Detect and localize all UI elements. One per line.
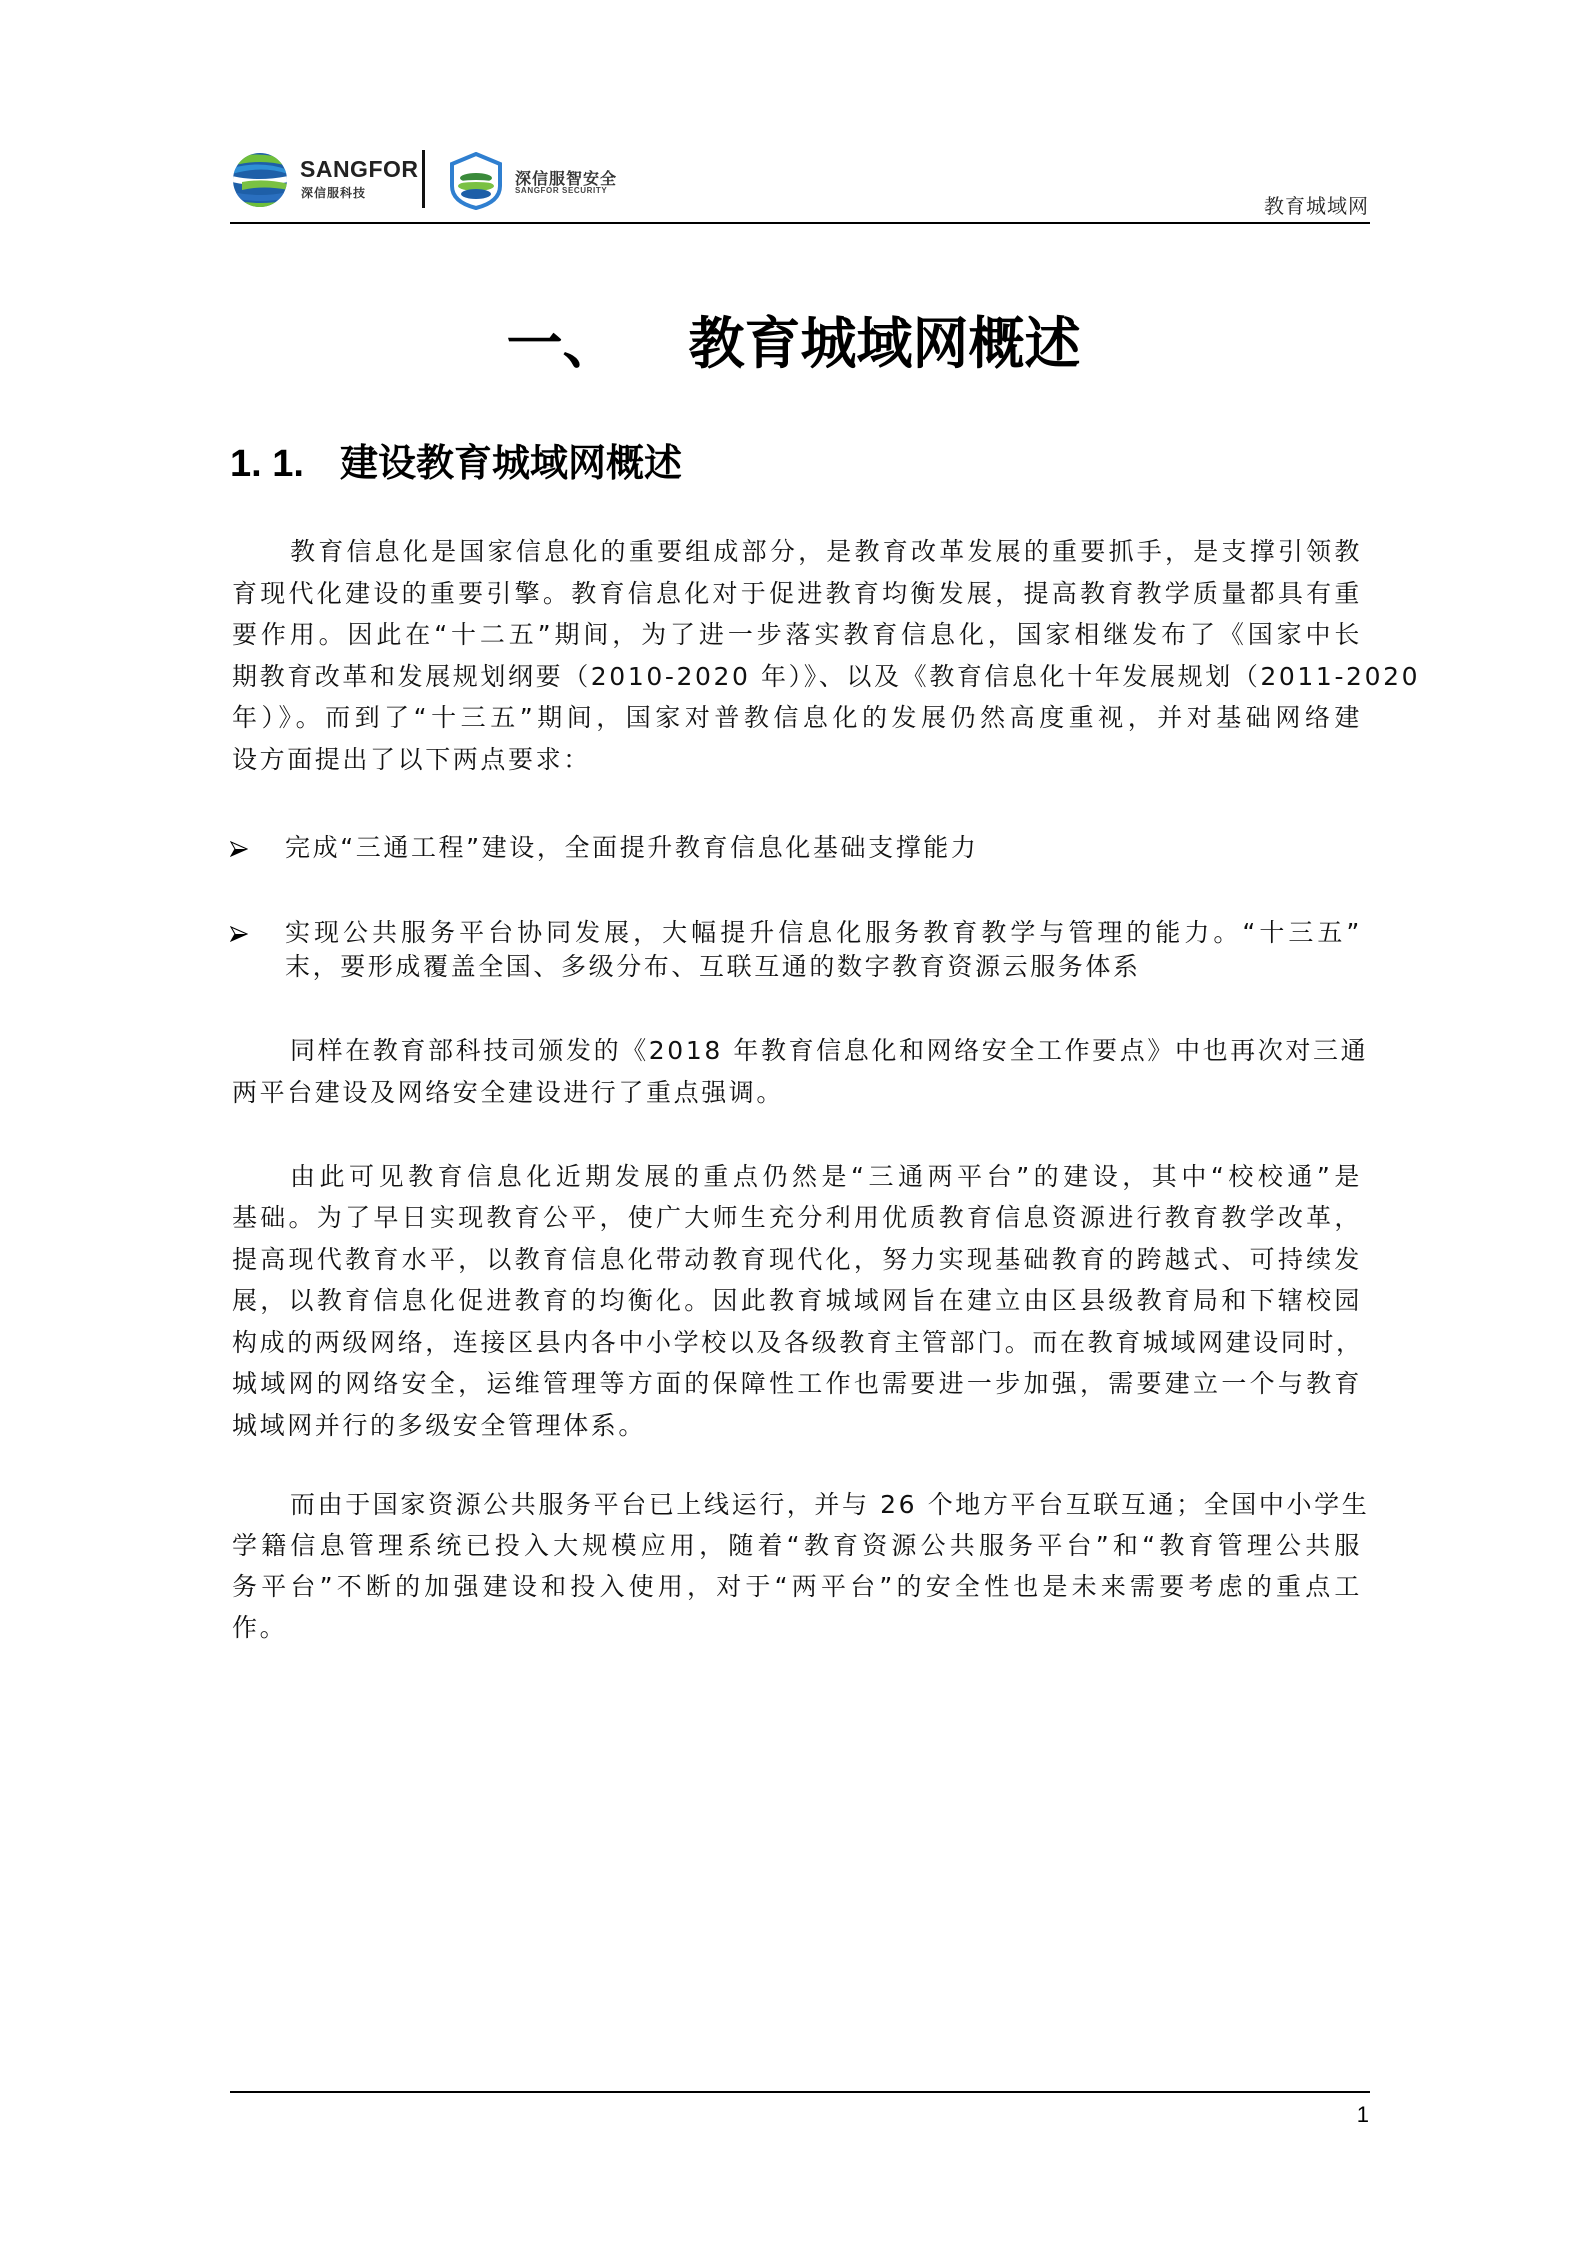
- chapter-title-text: 教育城域网概述: [688, 312, 1081, 377]
- footer-rule: [230, 2091, 1370, 2093]
- document-header-title: 教育城域网: [1264, 194, 1369, 218]
- sangfor-security-shield-icon: [450, 152, 502, 210]
- paragraph-line: 提高现代教育水平，以教育信息化带动教育现代化，努力实现基础教育的跨越式、可持续发: [232, 1245, 1362, 1274]
- paragraph-line: 教育信息化是国家信息化的重要组成部分，是教育改革发展的重要抓手，是支撑引领教: [290, 537, 1362, 566]
- section-number: 1. 1.: [230, 443, 304, 485]
- bullet-text: 末，要形成覆盖全国、多级分布、互联互通的数字教育资源云服务体系: [285, 952, 1141, 981]
- paragraph-line: 作。: [232, 1613, 288, 1642]
- security-brand-subtitle: SANGFOR SECURITY: [515, 186, 608, 195]
- paragraph-line: 务平台”不断的加强建设和投入使用，对于“两平台”的安全性也是未来需要考虑的重点工: [232, 1572, 1362, 1601]
- section-heading: [230, 432, 682, 487]
- arrowhead-bullet-icon: [230, 840, 248, 858]
- logo-divider: [422, 150, 425, 208]
- paragraph-line: 年）》。而到了“十三五”期间，国家对普教信息化的发展仍然高度重视，并对基础网络建: [232, 703, 1362, 732]
- header-rule: [230, 222, 1370, 224]
- security-brand-name: 深信服智安全: [515, 169, 618, 188]
- page-number: 1: [1356, 2102, 1369, 2127]
- paragraph-line: 构成的两级网络，连接区县内各中小学校以及各级教育主管部门。而在教育城域网建设同时，: [232, 1328, 1364, 1357]
- brand-name: SANGFOR: [300, 156, 419, 182]
- paragraph-line: 同样在教育部科技司颁发的《2018 年教育信息化和网络安全工作要点》中也再次对三通: [290, 1036, 1369, 1065]
- paragraph-line: 城域网并行的多级安全管理体系。: [232, 1411, 647, 1440]
- paragraph-line: 基础。为了早日实现教育公平，使广大师生充分利用优质教育信息资源进行教育教学改革，: [232, 1203, 1362, 1232]
- paragraph-line: 要作用。因此在“十二五”期间，为了进一步落实教育信息化，国家相继发布了《国家中长: [232, 620, 1362, 649]
- bullet-text: 完成“三通工程”建设，全面提升教育信息化基础支撑能力: [285, 833, 979, 862]
- paragraph-line: 育现代化建设的重要引擎。教育信息化对于促进教育均衡发展，提高教育教学质量都具有重: [232, 579, 1362, 608]
- chapter-number: 一、: [506, 312, 619, 377]
- section-title: 建设教育城域网概述: [340, 443, 683, 485]
- paragraph-line: 期教育改革和发展规划纲要（2010-2020 年）》、以及《教育信息化十年发展规划（2011-2020: [232, 662, 1421, 691]
- paragraph-line: 而由于国家资源公共服务平台已上线运行，并与 26 个地方平台互联互通；全国中小学生: [290, 1490, 1370, 1519]
- sangfor-globe-logo-icon: [232, 152, 288, 208]
- paragraph-line: 学籍信息管理系统已投入大规模应用，随着“教育资源公共服务平台”和“教育管理公共服: [232, 1531, 1362, 1560]
- paragraph-line: 两平台建设及网络安全建设进行了重点强调。: [232, 1078, 785, 1107]
- paragraph-line: 由此可见教育信息化近期发展的重点仍然是“三通两平台”的建设，其中“校校通”是: [290, 1162, 1362, 1191]
- paragraph-line: 设方面提出了以下两点要求：: [232, 745, 591, 774]
- brand-subtitle: 深信服科技: [301, 186, 367, 200]
- arrowhead-bullet-icon: [230, 925, 248, 943]
- bullet-text: 实现公共服务平台协同发展，大幅提升信息化服务教育教学与管理的能力。“十三五”: [285, 918, 1362, 947]
- chapter-title: [0, 300, 1587, 380]
- paragraph-line: 展，以教育信息化促进教育的均衡化。因此教育城域网旨在建立由区县级教育局和下辖校园: [232, 1286, 1362, 1315]
- paragraph-line: 城域网的网络安全，运维管理等方面的保障性工作也需要进一步加强，需要建立一个与教育: [232, 1369, 1362, 1398]
